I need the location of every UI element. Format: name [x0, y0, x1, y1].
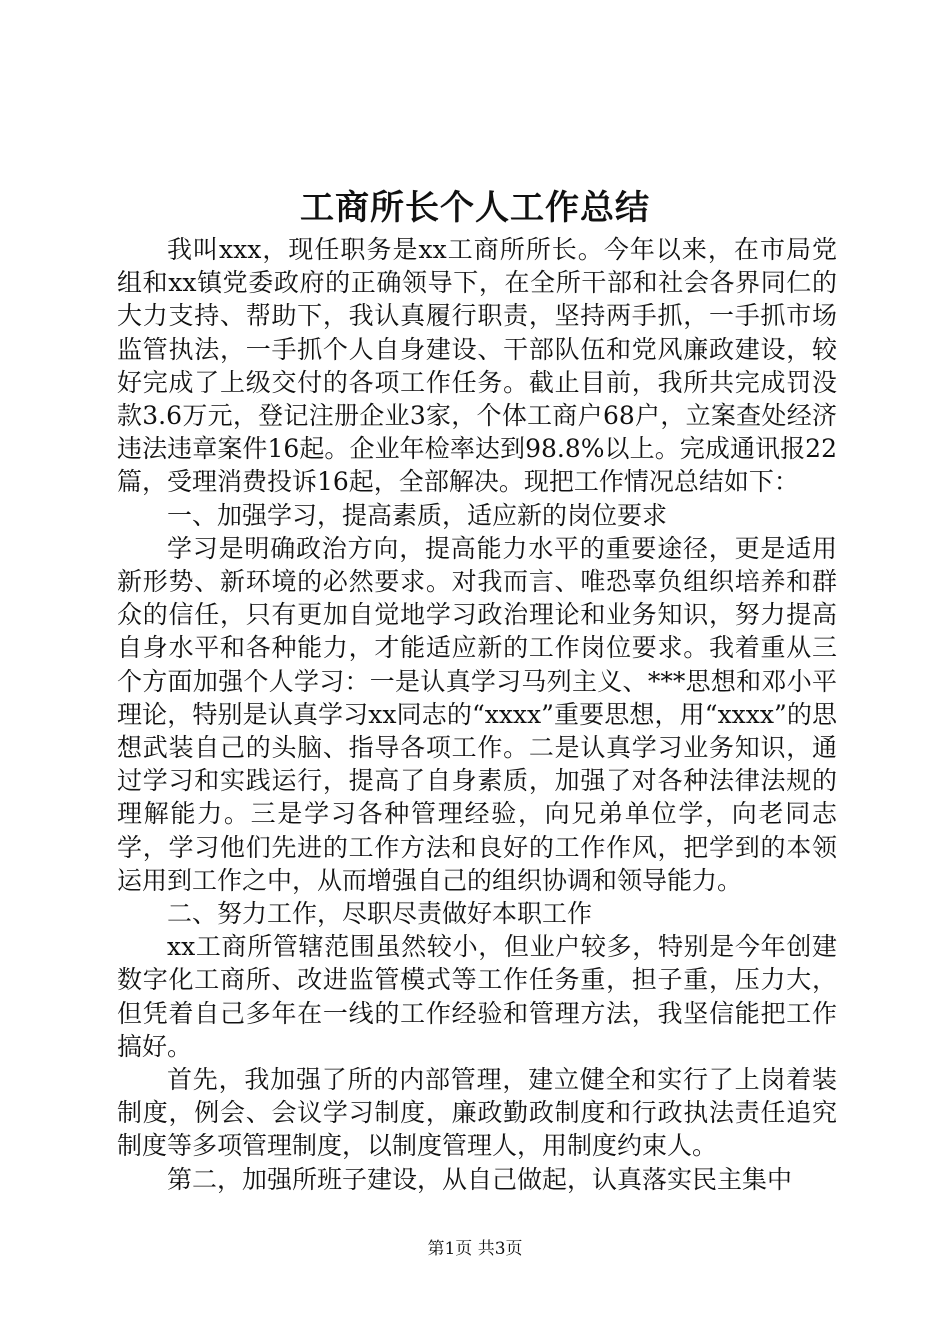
section-heading-2: 二、努力工作，尽职尽责做好本职工作	[167, 899, 593, 929]
paragraph-intro: 我叫xxx，现任职务是xx工商所所长。今年以来，在市局党组和xx镇党委政府的正确领导下，在全所干部和社会各界同仁的大力支持、帮助下，我认真履行职责，坚持两手抓，一手抓市场监管执法，一手抓个人自身建设、干部队伍和党风廉政建设，较好完成了上级交付的各项工作任务。截止目前，我所共完成罚没款3.6万元，登记注册企业3家，个体工商户68户，立案查处经济违法违章案件16起。企业年检率达到98.8%以上。完成通讯报22篇，受理消费投诉16起，全部解决。现把工作情况总结如下：	[117, 235, 837, 497]
page-footer: 第1页 共3页	[427, 1239, 523, 1259]
document-body	[117, 233, 837, 1196]
document-title: 工商所长个人工作总结	[300, 188, 650, 228]
paragraph-first: 首先，我加强了所的内部管理，建立健全和实行了上岗着装制度，例会、会议学习制度，廉政勤政制度和行政执法责任追究制度等多项管理制度，以制度管理人，用制度约束人。	[117, 1065, 837, 1161]
paragraph-study: 学习是明确政治方向，提高能力水平的重要途径，更是适用新形势、新环境的必然要求。对我而言、唯恐辜负组织培养和群众的信任，只有更加自觉地学习政治理论和业务知识，努力提高自身水平和各种能力，才能适应新的工作岗位要求。我着重从三个方面加强个人学习：一是认真学习马列主义、***思想和邓小平理论，特别是认真学习xx同志的“xxxx”重要思想，用“xxxx”的思想武装自己的头脑、指导各项工作。二是认真学习业务知识，通过学习和实践运行，提高了自身素质，加强了对各种法律法规的理解能力。三是学习各种管理经验，向兄弟单位学，向老同志学，学习他们先进的工作方法和良好的工作作风，把学到的本领运用到工作之中，从而增强自己的组织协调和领导能力。	[117, 533, 837, 895]
paragraph-second: 第二，加强所班子建设，从自己做起，认真落实民主集中	[167, 1164, 793, 1194]
paragraph-work: xx工商所管辖范围虽然较小，但业户较多，特别是今年创建数字化工商所、改进监管模式等工作任务重，担子重，压力大，但凭着自己多年在一线的工作经验和管理方法，我坚信能把工作搞好。	[117, 932, 837, 1061]
section-heading-1: 一、加强学习，提高素质，适应新的岗位要求	[167, 500, 668, 530]
